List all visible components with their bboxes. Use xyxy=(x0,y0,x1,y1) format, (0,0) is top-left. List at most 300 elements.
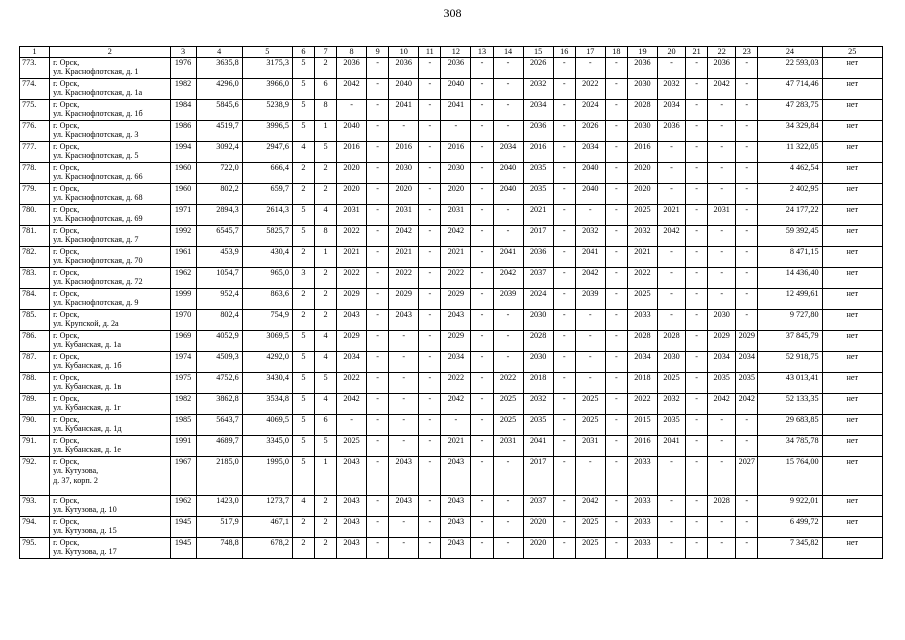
column-header: 19 xyxy=(627,47,657,58)
table-cell: 2015 xyxy=(627,414,657,435)
table-cell: 9 922,01 xyxy=(758,495,822,516)
table-cell: - xyxy=(686,183,708,204)
table-cell: - xyxy=(686,456,708,495)
address-line: г. Орск, xyxy=(53,495,80,505)
table-cell: 2 xyxy=(292,288,314,309)
table-cell: - xyxy=(736,57,758,78)
table-cell: 863,6 xyxy=(242,288,292,309)
table-cell: 1967 xyxy=(170,456,196,495)
table-cell: 2042 xyxy=(441,225,471,246)
table-cell: - xyxy=(686,267,708,288)
table-cell: - xyxy=(389,537,419,558)
table-cell: - xyxy=(686,225,708,246)
address-line: г. Орск, xyxy=(53,204,80,214)
table-cell: 2032 xyxy=(523,78,553,99)
table-cell: - xyxy=(471,162,493,183)
table-cell: - xyxy=(708,267,736,288)
table-cell: нет xyxy=(822,414,882,435)
table-cell: 2028 xyxy=(658,330,686,351)
table-cell: нет xyxy=(822,246,882,267)
table-cell: 3175,3 xyxy=(242,57,292,78)
table-cell: 1999 xyxy=(170,288,196,309)
table-cell: 2030 xyxy=(658,351,686,372)
table-cell: 3996,5 xyxy=(242,120,292,141)
table-cell: 2 xyxy=(292,246,314,267)
table-cell: - xyxy=(553,537,575,558)
table-cell: 2025 xyxy=(575,537,605,558)
table-cell: - xyxy=(736,141,758,162)
table-cell: 2036 xyxy=(523,120,553,141)
table-cell: 2 xyxy=(292,537,314,558)
table-cell: - xyxy=(658,246,686,267)
table-cell: 2042 xyxy=(337,78,367,99)
table-cell: - xyxy=(367,372,389,393)
table-cell: нет xyxy=(822,309,882,330)
buildings-table xyxy=(19,46,883,559)
column-header: 3 xyxy=(170,47,196,58)
table-cell: - xyxy=(575,57,605,78)
table-cell: 2033 xyxy=(627,495,657,516)
table-cell: 2032 xyxy=(658,78,686,99)
table-cell: 2042 xyxy=(389,225,419,246)
table-cell: 4069,5 xyxy=(242,414,292,435)
table-cell: 2041 xyxy=(389,99,419,120)
column-header: 23 xyxy=(736,47,758,58)
table-cell: 2031 xyxy=(493,435,523,456)
table-cell: 2042 xyxy=(658,225,686,246)
table-cell: 4689,7 xyxy=(196,435,242,456)
table-cell: - xyxy=(553,372,575,393)
table-cell: 2031 xyxy=(575,435,605,456)
table-cell: - xyxy=(419,141,441,162)
table-cell: 2036 xyxy=(337,57,367,78)
table-cell: 47 714,46 xyxy=(758,78,822,99)
address-cell xyxy=(50,225,170,246)
table-cell: 1970 xyxy=(170,309,196,330)
table-cell: 2024 xyxy=(523,288,553,309)
table-cell: 2021 xyxy=(389,246,419,267)
table-cell: 24 177,22 xyxy=(758,204,822,225)
table-cell: 34 329,84 xyxy=(758,120,822,141)
table-cell: - xyxy=(471,351,493,372)
column-number-row xyxy=(20,47,883,58)
column-header: 4 xyxy=(196,47,242,58)
table-cell: - xyxy=(658,516,686,537)
table-cell: - xyxy=(658,288,686,309)
table-cell: - xyxy=(493,57,523,78)
table-cell: нет xyxy=(822,78,882,99)
address-line: г. Орск, xyxy=(53,372,80,382)
table-cell: - xyxy=(471,246,493,267)
table-row xyxy=(20,516,883,537)
table-cell: - xyxy=(605,414,627,435)
column-header: 15 xyxy=(523,47,553,58)
table-cell: - xyxy=(736,435,758,456)
table-row xyxy=(20,141,883,162)
table-cell: - xyxy=(419,393,441,414)
address-line: ул. Краснофлотская, д. 66 xyxy=(53,172,143,181)
table-cell: 1985 xyxy=(170,414,196,435)
address-line: г. Орск, xyxy=(53,414,80,424)
table-cell: - xyxy=(419,414,441,435)
table-cell: 2034 xyxy=(337,351,367,372)
table-cell: 2043 xyxy=(337,309,367,330)
table-cell: - xyxy=(493,330,523,351)
table-cell: - xyxy=(686,57,708,78)
table-cell: - xyxy=(553,288,575,309)
table-cell: - xyxy=(367,120,389,141)
table-cell: 2036 xyxy=(708,57,736,78)
table-cell: 2031 xyxy=(441,204,471,225)
row-number: 795. xyxy=(20,537,50,558)
table-cell: - xyxy=(419,309,441,330)
table-cell: - xyxy=(471,141,493,162)
table-cell: 2028 xyxy=(523,330,553,351)
column-header: 18 xyxy=(605,47,627,58)
table-cell: 2021 xyxy=(523,204,553,225)
table-cell: 4519,7 xyxy=(196,120,242,141)
table-cell: 2020 xyxy=(389,183,419,204)
table-cell: - xyxy=(605,495,627,516)
table-cell: 2029 xyxy=(708,330,736,351)
table-cell: - xyxy=(419,456,441,495)
table-cell: 1976 xyxy=(170,57,196,78)
table-cell: 2043 xyxy=(337,495,367,516)
table-cell: - xyxy=(471,495,493,516)
table-cell: 2022 xyxy=(337,372,367,393)
table-cell: 2040 xyxy=(493,183,523,204)
table-cell: - xyxy=(493,204,523,225)
table-cell: 5 xyxy=(292,435,314,456)
table-cell: - xyxy=(605,351,627,372)
table-cell: - xyxy=(493,309,523,330)
table-cell: 4292,0 xyxy=(242,351,292,372)
table-cell: 802,2 xyxy=(196,183,242,204)
table-cell: - xyxy=(686,162,708,183)
table-cell: - xyxy=(575,456,605,495)
table-cell: 5845,6 xyxy=(196,99,242,120)
table-cell: 2040 xyxy=(575,162,605,183)
table-cell: 43 013,41 xyxy=(758,372,822,393)
table-cell: 2016 xyxy=(627,435,657,456)
table-cell: - xyxy=(419,288,441,309)
table-cell: 4509,3 xyxy=(196,351,242,372)
table-cell: 2029 xyxy=(441,330,471,351)
table-cell: 2025 xyxy=(658,372,686,393)
table-cell: 2030 xyxy=(708,309,736,330)
table-cell: 2043 xyxy=(389,456,419,495)
table-cell: - xyxy=(389,372,419,393)
address-cell xyxy=(50,162,170,183)
table-cell: - xyxy=(658,309,686,330)
table-cell: 4052,9 xyxy=(196,330,242,351)
table-cell: 4296,0 xyxy=(196,78,242,99)
table-cell: нет xyxy=(822,393,882,414)
table-cell: 2029 xyxy=(337,330,367,351)
table-cell: 2041 xyxy=(441,99,471,120)
table-cell: - xyxy=(605,267,627,288)
table-cell: 1 xyxy=(314,456,336,495)
table-cell: 4 xyxy=(314,204,336,225)
table-row xyxy=(20,162,883,183)
column-header: 20 xyxy=(658,47,686,58)
table-cell: нет xyxy=(822,288,882,309)
table-cell: 2034 xyxy=(441,351,471,372)
address-cell xyxy=(50,183,170,204)
table-cell: - xyxy=(493,99,523,120)
table-cell: 2034 xyxy=(708,351,736,372)
table-cell: 2041 xyxy=(523,435,553,456)
address-line: г. Орск, xyxy=(53,141,80,151)
address-cell xyxy=(50,246,170,267)
row-number: 791. xyxy=(20,435,50,456)
table-cell: 2034 xyxy=(575,141,605,162)
table-cell: - xyxy=(419,495,441,516)
table-cell: 2033 xyxy=(627,309,657,330)
table-cell: 2040 xyxy=(493,162,523,183)
table-cell: - xyxy=(553,351,575,372)
table-cell: 2043 xyxy=(337,456,367,495)
table-cell: 2043 xyxy=(389,495,419,516)
table-cell: 4 462,54 xyxy=(758,162,822,183)
address-line: г. Орск, xyxy=(53,183,80,193)
table-cell: - xyxy=(708,225,736,246)
table-cell: - xyxy=(493,78,523,99)
table-cell: 2037 xyxy=(523,495,553,516)
table-cell: 430,4 xyxy=(242,246,292,267)
address-cell xyxy=(50,393,170,414)
table-cell: - xyxy=(419,99,441,120)
table-cell: 2 402,95 xyxy=(758,183,822,204)
table-cell: 2039 xyxy=(575,288,605,309)
table-row xyxy=(20,495,883,516)
table-row xyxy=(20,120,883,141)
table-cell: 1273,7 xyxy=(242,495,292,516)
table-cell: - xyxy=(686,141,708,162)
table-cell: 2021 xyxy=(337,246,367,267)
table-cell: 2 xyxy=(292,162,314,183)
table-cell: 2040 xyxy=(337,120,367,141)
table-cell: 2 xyxy=(314,495,336,516)
table-cell: 2036 xyxy=(658,120,686,141)
table-cell: 3345,0 xyxy=(242,435,292,456)
table-cell: - xyxy=(367,516,389,537)
table-cell: - xyxy=(605,246,627,267)
table-row xyxy=(20,393,883,414)
table-cell: - xyxy=(553,267,575,288)
column-header: 24 xyxy=(758,47,822,58)
table-cell: - xyxy=(471,267,493,288)
table-cell: - xyxy=(605,99,627,120)
table-cell: 3069,5 xyxy=(242,330,292,351)
table-cell: 2042 xyxy=(575,267,605,288)
table-cell: 453,9 xyxy=(196,246,242,267)
table-cell: - xyxy=(708,141,736,162)
table-cell: 2016 xyxy=(337,141,367,162)
table-row xyxy=(20,456,883,495)
table-cell: 2 xyxy=(314,162,336,183)
address-line: г. Орск, xyxy=(53,225,80,235)
table-cell: - xyxy=(419,246,441,267)
table-cell: 2033 xyxy=(627,516,657,537)
table-cell: - xyxy=(736,309,758,330)
table-cell: - xyxy=(708,516,736,537)
table-cell: - xyxy=(419,330,441,351)
address-line: ул. Кубанская, д. 1в xyxy=(53,382,122,391)
table-cell: 2029 xyxy=(337,288,367,309)
table-cell: 2041 xyxy=(575,246,605,267)
table-cell: 2947,6 xyxy=(242,141,292,162)
table-cell: - xyxy=(605,330,627,351)
table-cell: - xyxy=(471,372,493,393)
address-cell xyxy=(50,351,170,372)
table-cell: 2032 xyxy=(523,393,553,414)
row-number: 793. xyxy=(20,495,50,516)
table-cell: 5 xyxy=(292,456,314,495)
address-line: г. Орск, xyxy=(53,99,80,109)
address-line: г. Орск, xyxy=(53,78,80,88)
table-cell: 1 xyxy=(314,120,336,141)
address-line: ул. Краснофлотская, д. 1б xyxy=(53,109,143,118)
table-cell: - xyxy=(575,330,605,351)
table-cell: 3430,4 xyxy=(242,372,292,393)
table-cell: - xyxy=(708,288,736,309)
table-cell: - xyxy=(367,267,389,288)
address-cell xyxy=(50,120,170,141)
table-cell: 2043 xyxy=(337,537,367,558)
table-cell: - xyxy=(367,57,389,78)
address-line: г. Орск, xyxy=(53,393,80,403)
address-line: г. Орск, xyxy=(53,309,80,319)
table-cell: - xyxy=(658,57,686,78)
table-cell: 4 xyxy=(314,393,336,414)
address-line: ул. Краснофлотская, д. 68 xyxy=(53,193,143,202)
address-line: г. Орск, xyxy=(53,288,80,298)
table-cell: 5 xyxy=(292,372,314,393)
table-cell: 2036 xyxy=(627,57,657,78)
table-cell: - xyxy=(686,372,708,393)
table-cell: 2016 xyxy=(523,141,553,162)
table-cell: 2021 xyxy=(658,204,686,225)
table-cell: - xyxy=(736,495,758,516)
table-cell: 2042 xyxy=(708,78,736,99)
table-cell: 3534,8 xyxy=(242,393,292,414)
table-cell: 678,2 xyxy=(242,537,292,558)
table-cell: - xyxy=(471,435,493,456)
address-cell xyxy=(50,288,170,309)
address-line: ул. Крупской, д. 2а xyxy=(53,319,119,328)
table-cell: - xyxy=(367,288,389,309)
address-cell xyxy=(50,372,170,393)
table-cell: 2 xyxy=(314,309,336,330)
address-line: ул. Краснофлотская, д. 69 xyxy=(53,214,143,223)
table-cell: 2 xyxy=(292,516,314,537)
table-cell: 5 xyxy=(292,351,314,372)
table-cell: - xyxy=(605,435,627,456)
address-line: ул. Кубанская, д. 1б xyxy=(53,361,122,370)
table-row xyxy=(20,288,883,309)
table-cell: 2033 xyxy=(627,456,657,495)
table-row xyxy=(20,78,883,99)
row-number: 794. xyxy=(20,516,50,537)
table-cell: 5 xyxy=(292,57,314,78)
column-header: 9 xyxy=(367,47,389,58)
table-cell: - xyxy=(367,414,389,435)
table-cell: - xyxy=(686,393,708,414)
table-cell: - xyxy=(493,456,523,495)
table-cell: 2035 xyxy=(523,162,553,183)
table-cell: - xyxy=(553,246,575,267)
table-row xyxy=(20,309,883,330)
table-cell: - xyxy=(471,456,493,495)
table-cell: 2022 xyxy=(389,267,419,288)
row-number: 778. xyxy=(20,162,50,183)
table-cell: - xyxy=(419,183,441,204)
table-cell: - xyxy=(708,120,736,141)
address-cell xyxy=(50,435,170,456)
table-cell: 2035 xyxy=(736,372,758,393)
table-row xyxy=(20,225,883,246)
table-cell: 2034 xyxy=(493,141,523,162)
table-cell: - xyxy=(553,183,575,204)
table-cell: 2037 xyxy=(523,267,553,288)
address-cell xyxy=(50,99,170,120)
table-cell: - xyxy=(337,99,367,120)
table-cell: 2022 xyxy=(627,393,657,414)
column-header: 7 xyxy=(314,47,336,58)
table-cell: - xyxy=(471,288,493,309)
table-row xyxy=(20,183,883,204)
table-cell: нет xyxy=(822,57,882,78)
table-cell: - xyxy=(686,516,708,537)
table-cell: 2 xyxy=(314,516,336,537)
table-cell: 2020 xyxy=(523,537,553,558)
table-cell: 3635,8 xyxy=(196,57,242,78)
table-cell: - xyxy=(708,456,736,495)
table-cell: 2016 xyxy=(627,141,657,162)
table-cell: - xyxy=(605,225,627,246)
table-cell: - xyxy=(708,162,736,183)
table-cell: - xyxy=(605,456,627,495)
table-cell: - xyxy=(605,537,627,558)
column-header: 12 xyxy=(441,47,471,58)
table-cell: - xyxy=(553,120,575,141)
table-cell: 2018 xyxy=(627,372,657,393)
table-cell: - xyxy=(736,516,758,537)
table-cell: - xyxy=(658,495,686,516)
table-cell: 2043 xyxy=(441,516,471,537)
table-cell: 2031 xyxy=(337,204,367,225)
table-cell: - xyxy=(553,78,575,99)
address-cell xyxy=(50,204,170,225)
column-header: 13 xyxy=(471,47,493,58)
address-line: ул. Краснофлотская, д. 3 xyxy=(53,130,139,139)
column-header: 5 xyxy=(242,47,292,58)
table-cell: - xyxy=(575,372,605,393)
table-cell: 2022 xyxy=(575,78,605,99)
table-cell: 4 xyxy=(292,495,314,516)
table-cell: 1995,0 xyxy=(242,456,292,495)
table-cell: 2614,3 xyxy=(242,204,292,225)
table-cell: - xyxy=(658,183,686,204)
table-cell: 2042 xyxy=(736,393,758,414)
table-cell: - xyxy=(493,120,523,141)
table-cell: 5 xyxy=(292,414,314,435)
table-body xyxy=(20,57,883,558)
address-line: г. Орск, xyxy=(53,120,80,130)
address-line: г. Орск, xyxy=(53,351,80,361)
table-cell: 2020 xyxy=(523,516,553,537)
